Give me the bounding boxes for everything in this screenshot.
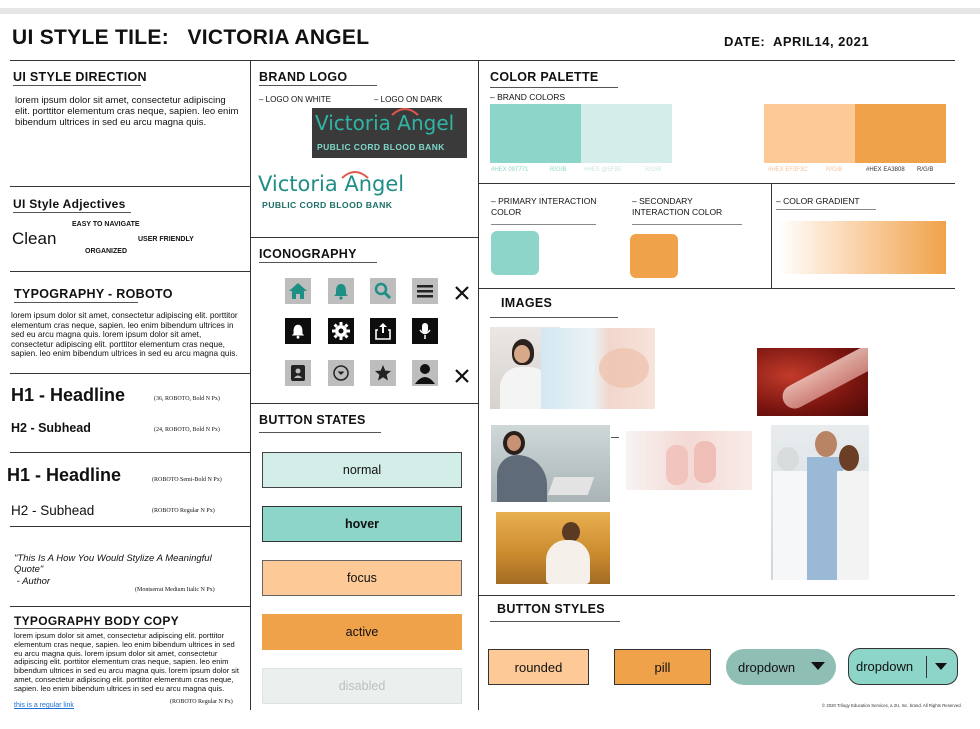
divider — [611, 437, 619, 438]
contacts-icon[interactable] — [285, 360, 311, 386]
h1-spec: (36, ROBOTO, Bold N Px) — [154, 396, 220, 402]
divider — [10, 373, 250, 374]
teal-rgb: R/G/B — [550, 167, 567, 173]
swatch-teal-light — [581, 104, 672, 163]
heading-underline — [14, 302, 138, 303]
divider — [478, 60, 479, 710]
typography-sample-text: lorem ipsum dolor sit amet, consectetur adipiscing elit. porttitor elementum cras neque, sapien. leo enim bibendum ultrices in sed eu arcu magna quis. lorem ipsum dolor sit amet, consectetur adipiscing elit. porttitor elementum cras neque, sapien. leo enim bibendum ultrices in sed eu arcu magna quis. — [11, 311, 238, 358]
heading-underline — [490, 87, 618, 88]
h2-spec: (24, ROBOTO, Bold N Px) — [154, 427, 220, 433]
pill-button[interactable]: pill — [614, 649, 711, 685]
logo-halo-icon — [390, 105, 420, 117]
dropdown-separator — [926, 656, 927, 678]
swatch-teal — [490, 104, 581, 163]
heading-underline — [13, 212, 131, 213]
menu-icon[interactable] — [412, 278, 438, 304]
share-icon[interactable] — [370, 318, 396, 344]
microphone-icon[interactable] — [412, 318, 438, 344]
divider — [250, 237, 478, 238]
logo-on-white-label: – LOGO ON WHITE — [259, 95, 332, 104]
color-gradient-swatch — [778, 221, 946, 274]
photo-blood-vessel — [757, 348, 868, 416]
swatch-orange — [855, 104, 946, 163]
adjective-word: ORGANIZED — [85, 248, 127, 255]
button-states-heading: BUTTON STATES — [259, 413, 366, 427]
top-bar — [0, 8, 980, 14]
photo-pregnant-with-laptop — [491, 425, 610, 502]
heading-underline — [632, 224, 742, 225]
heading-underline — [259, 262, 377, 263]
body-copy-heading: TYPOGRAPHY BODY COPY — [14, 614, 179, 628]
divider — [478, 183, 955, 184]
primary-interaction-swatch — [491, 231, 539, 275]
quote-spec: (Montserrat Medium Italic N Px) — [135, 587, 215, 593]
dropdown-button[interactable] — [726, 649, 836, 685]
teal-light-rgb: R/G/B — [645, 167, 662, 173]
copyright: © 2020 Trilogy Education Services, a 2U, Inc. brand. All Rights Reserved. — [822, 703, 962, 708]
star-icon[interactable] — [370, 360, 396, 386]
logo-tagline: PUBLIC CORD BLOOD BANK — [317, 142, 445, 152]
brand-colors-label: – BRAND COLORS — [490, 92, 566, 102]
button-normal[interactable]: normal — [262, 452, 462, 488]
button-focus[interactable]: focus — [262, 560, 462, 596]
teal-light-hex: #HEX @5F9E — [584, 167, 622, 173]
style-direction-text: lorem ipsum dolor sit amet, consectetur adipiscing elit. porttitor elementum cras neque, sapien. leo enim bibendum ultrices in sed eu arcu magna quis. — [15, 95, 239, 128]
iconography-heading: ICONOGRAPHY — [259, 247, 357, 261]
typography-heading: TYPOGRAPHY - ROBOTO — [14, 287, 173, 301]
h1-alt-spec: (ROBOTO Semi-Bold N Px) — [152, 477, 222, 483]
logo-on-dark-label: – LOGO ON DARK — [374, 95, 443, 104]
divider — [478, 595, 955, 596]
divider — [10, 526, 250, 527]
quote-author: - Author — [14, 576, 51, 587]
home-icon[interactable] — [285, 278, 311, 304]
chevron-down-icon — [934, 662, 948, 671]
logo-wordmark: Victoria Angel — [258, 172, 405, 196]
button-disabled: disabled — [262, 668, 462, 704]
bell-icon[interactable] — [328, 278, 354, 304]
divider — [10, 186, 250, 187]
bell-icon[interactable] — [285, 318, 311, 344]
swatch-peach — [764, 104, 855, 163]
button-active[interactable]: active — [262, 614, 462, 650]
dropdown-label: dropdown — [856, 659, 914, 674]
heading-underline — [13, 85, 141, 86]
regular-link[interactable]: this is a regular link — [14, 702, 74, 709]
close-icon[interactable] — [449, 363, 475, 389]
divider — [478, 288, 955, 289]
style-direction-heading: UI STYLE DIRECTION — [13, 70, 147, 84]
photo-doctors-team — [771, 425, 869, 580]
rounded-button[interactable]: rounded — [488, 649, 589, 685]
color-palette-heading: COLOR PALETTE — [490, 70, 599, 84]
page-date: DATE: APRIL14, 2021 — [724, 34, 870, 49]
dropdown-split-button[interactable] — [848, 648, 958, 685]
search-icon[interactable] — [370, 278, 396, 304]
photo-pregnant-in-field — [496, 512, 610, 584]
body-copy-spec: (ROBOTO Regular N Px) — [170, 699, 233, 705]
heading-underline — [259, 432, 381, 433]
heading-underline — [776, 209, 876, 210]
heading-underline — [14, 628, 164, 629]
photo-sleeping-newborn — [541, 328, 655, 409]
divider — [250, 60, 251, 710]
peach-hex: #HEX EF3F3C — [768, 167, 808, 173]
images-heading: IMAGES — [501, 296, 553, 310]
heading-underline — [490, 317, 618, 318]
logo-wordmark: Victoria Angel — [315, 111, 455, 135]
heading-underline — [490, 621, 620, 622]
adjective-word: USER FRIENDLY — [138, 236, 194, 243]
divider — [10, 452, 250, 453]
h1-alt-sample: H1 - Headline — [7, 465, 122, 485]
divider — [10, 606, 250, 607]
divider — [771, 183, 772, 288]
teal-hex: #HEX 097771 — [491, 167, 529, 173]
quote-sample: "This Is A How You Would Stylize A Meaningful Quote" — [14, 553, 212, 575]
button-styles-heading: BUTTON STYLES — [497, 602, 605, 616]
h2-alt-sample: H2 - Subhead — [11, 503, 95, 518]
heading-underline — [491, 224, 596, 225]
logo-tagline: PUBLIC CORD BLOOD BANK — [262, 200, 393, 210]
dropdown-label: dropdown — [738, 659, 796, 675]
divider — [10, 60, 955, 61]
button-hover[interactable]: hover — [262, 506, 462, 542]
heading-underline — [259, 85, 377, 86]
divider — [10, 271, 250, 272]
logo-halo-icon — [340, 168, 370, 180]
h2-alt-spec: (ROBOTO Regular N Px) — [152, 508, 215, 514]
close-icon[interactable] — [449, 280, 475, 306]
secondary-color-label: – SECONDARY INTERACTION COLOR — [632, 196, 723, 217]
page-title: UI STYLE TILE: VICTORIA ANGEL — [12, 26, 370, 49]
gear-icon[interactable] — [328, 318, 354, 344]
orange-rgb: R/G/B — [917, 167, 934, 173]
body-copy-text: lorem ipsum dolor sit amet, consectetur adipiscing elit. porttitor elementum cras neque, sapien. leo enim bibendum ultrices in sed eu arcu magna quis. lorem ipsum dolor sit amet, consectetur adipiscing elit. porttitor elementum cras neque, sapien. leo enim bibendum ultrices in sed eu arcu magna quis. lorem ipsum dolor sit amet, consectetur adipiscing elit. porttitor elementum cras neque, sapien. leo enim bibendum ultrices in sed eu arcu magna quis. — [14, 631, 239, 693]
chevron-circle-icon[interactable] — [328, 360, 354, 386]
photo-baby-feet — [626, 431, 752, 490]
adjective-word: EASY TO NAVIGATE — [72, 221, 140, 228]
secondary-interaction-swatch — [630, 234, 678, 278]
divider — [250, 403, 478, 404]
h1-sample: H1 - Headline — [11, 385, 126, 405]
person-icon[interactable] — [412, 360, 438, 386]
adjectives-heading: UI Style Adjectives — [13, 197, 126, 211]
brand-logo-heading: BRAND LOGO — [259, 70, 348, 84]
adjective-main: Clean — [12, 229, 57, 248]
gradient-label: – COLOR GRADIENT — [776, 196, 860, 206]
h2-sample: H2 - Subhead — [11, 421, 91, 435]
chevron-down-icon — [810, 661, 826, 671]
primary-color-label: – PRIMARY INTERACTION COLOR — [491, 196, 597, 217]
orange-hex: #HEX EA3808 — [866, 167, 905, 173]
peach-rgb: R/G/B — [826, 167, 843, 173]
